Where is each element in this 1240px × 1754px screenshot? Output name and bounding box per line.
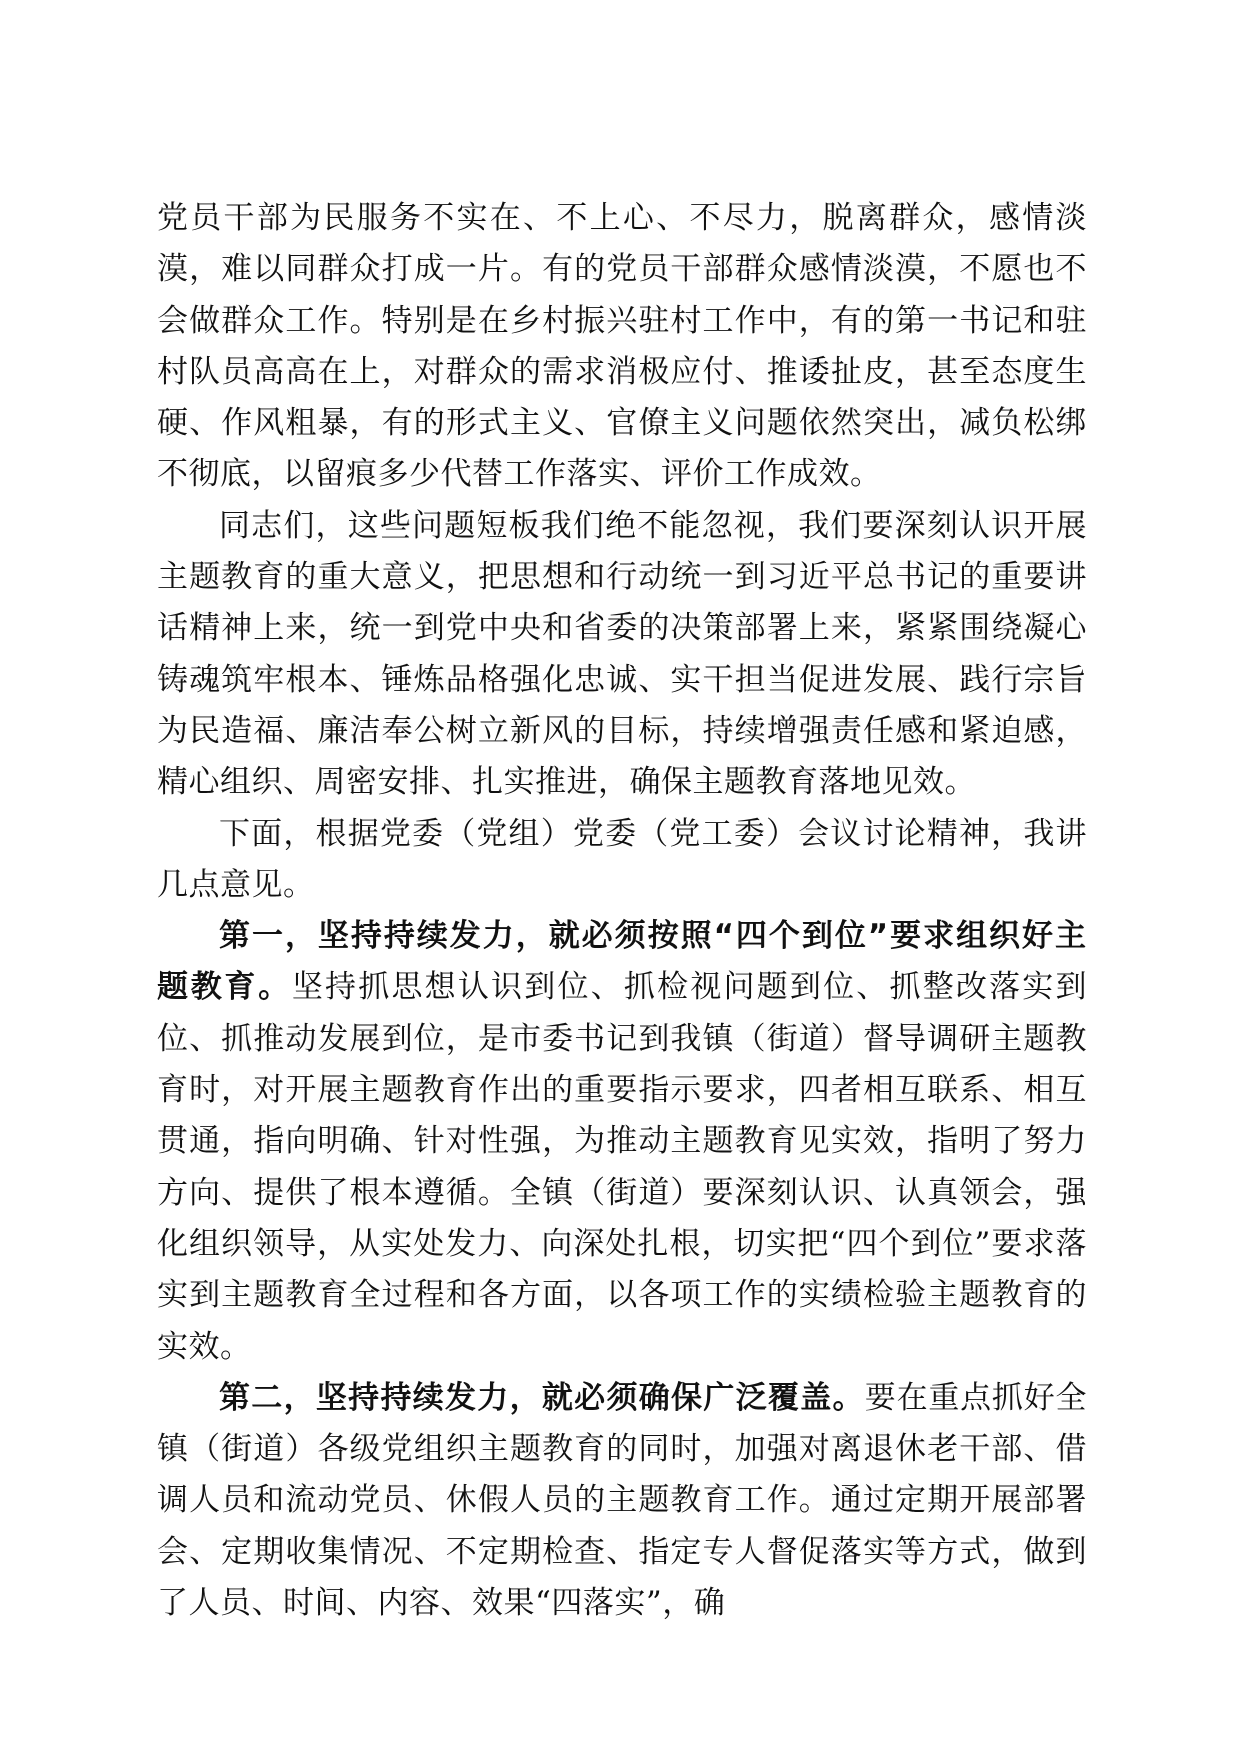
paragraph-point-one: [157, 911, 1087, 1373]
paragraph-heading: 第一，坚持持续发力，就必须按照“四个到位”要求组织好主题教育。: [157, 918, 1087, 1006]
paragraph-point-two: [157, 1373, 1087, 1629]
paragraph-continued: [157, 193, 1087, 501]
paragraph-text: 下面，根据党委（党组）党委（党工委）会议讨论精神，我讲几点意见。: [157, 815, 1087, 903]
paragraph-heading: 第二，坚持持续发力，就必须确保广泛覆盖。: [219, 1379, 865, 1416]
paragraph-text: 党员干部为民服务不实在、不上心、不尽力，脱离群众，感情淡漠，难以同群众打成一片。有的党员干部群众感情淡漠，不愿也不会做群众工作。特别是在乡村振兴驻村工作中，有的第一书记和驻村队员高高在上，对群众的需求消极应付、推诿扯皮，甚至态度生硬、作风粗暴，有的形式主义、官僚主义问题依然突出，减负松绑不彻底，以留痕多少代替工作落实、评价工作成效。: [157, 200, 1087, 493]
paragraph-text: 要在重点抓好全镇（街道）各级党组织主题教育的同时，加强对离退休老干部、借调人员和流动党员、休假人员的主题教育工作。通过定期开展部署会、定期收集情况、不定期检查、指定专人督促落实等方式，做到了人员、时间、内容、效果“四落实”，确: [157, 1379, 1088, 1622]
paragraph-text: 同志们，这些问题短板我们绝不能忽视，我们要深刻认识开展主题教育的重大意义，把思想和行动统一到习近平总书记的重要讲话精神上来，统一到党中央和省委的决策部署上来，紧紧围绕凝心铸魂筑牢根本、锤炼品格强化忠诚、实干担当促进发展、践行宗旨为民造福、廉洁奉公树立新风的目标，持续增强责任感和紧迫感，精心组织、周密安排、扎实推进，确保主题教育落地见效。: [157, 507, 1087, 801]
paragraph-transition: [157, 809, 1087, 912]
paragraph-problems-summary: [157, 501, 1087, 809]
document-page: [157, 193, 1087, 1629]
paragraph-text: 坚持抓思想认识到位、抓检视问题到位、抓整改落实到位、抓推动发展到位，是市委书记到我镇（街道）督导调研主题教育时，对开展主题教育作出的重要指示要求，四者相互联系、相互贯通，指向明确、针对性强，为推动主题教育见实效，指明了努力方向、提供了根本遵循。全镇（街道）要深刻认识、认真领会，强化组织领导，从实处发力、向深处扎根，切实把“四个到位”要求落实到主题教育全过程和各方面，以各项工作的实绩检验主题教育的实效。: [157, 969, 1088, 1365]
